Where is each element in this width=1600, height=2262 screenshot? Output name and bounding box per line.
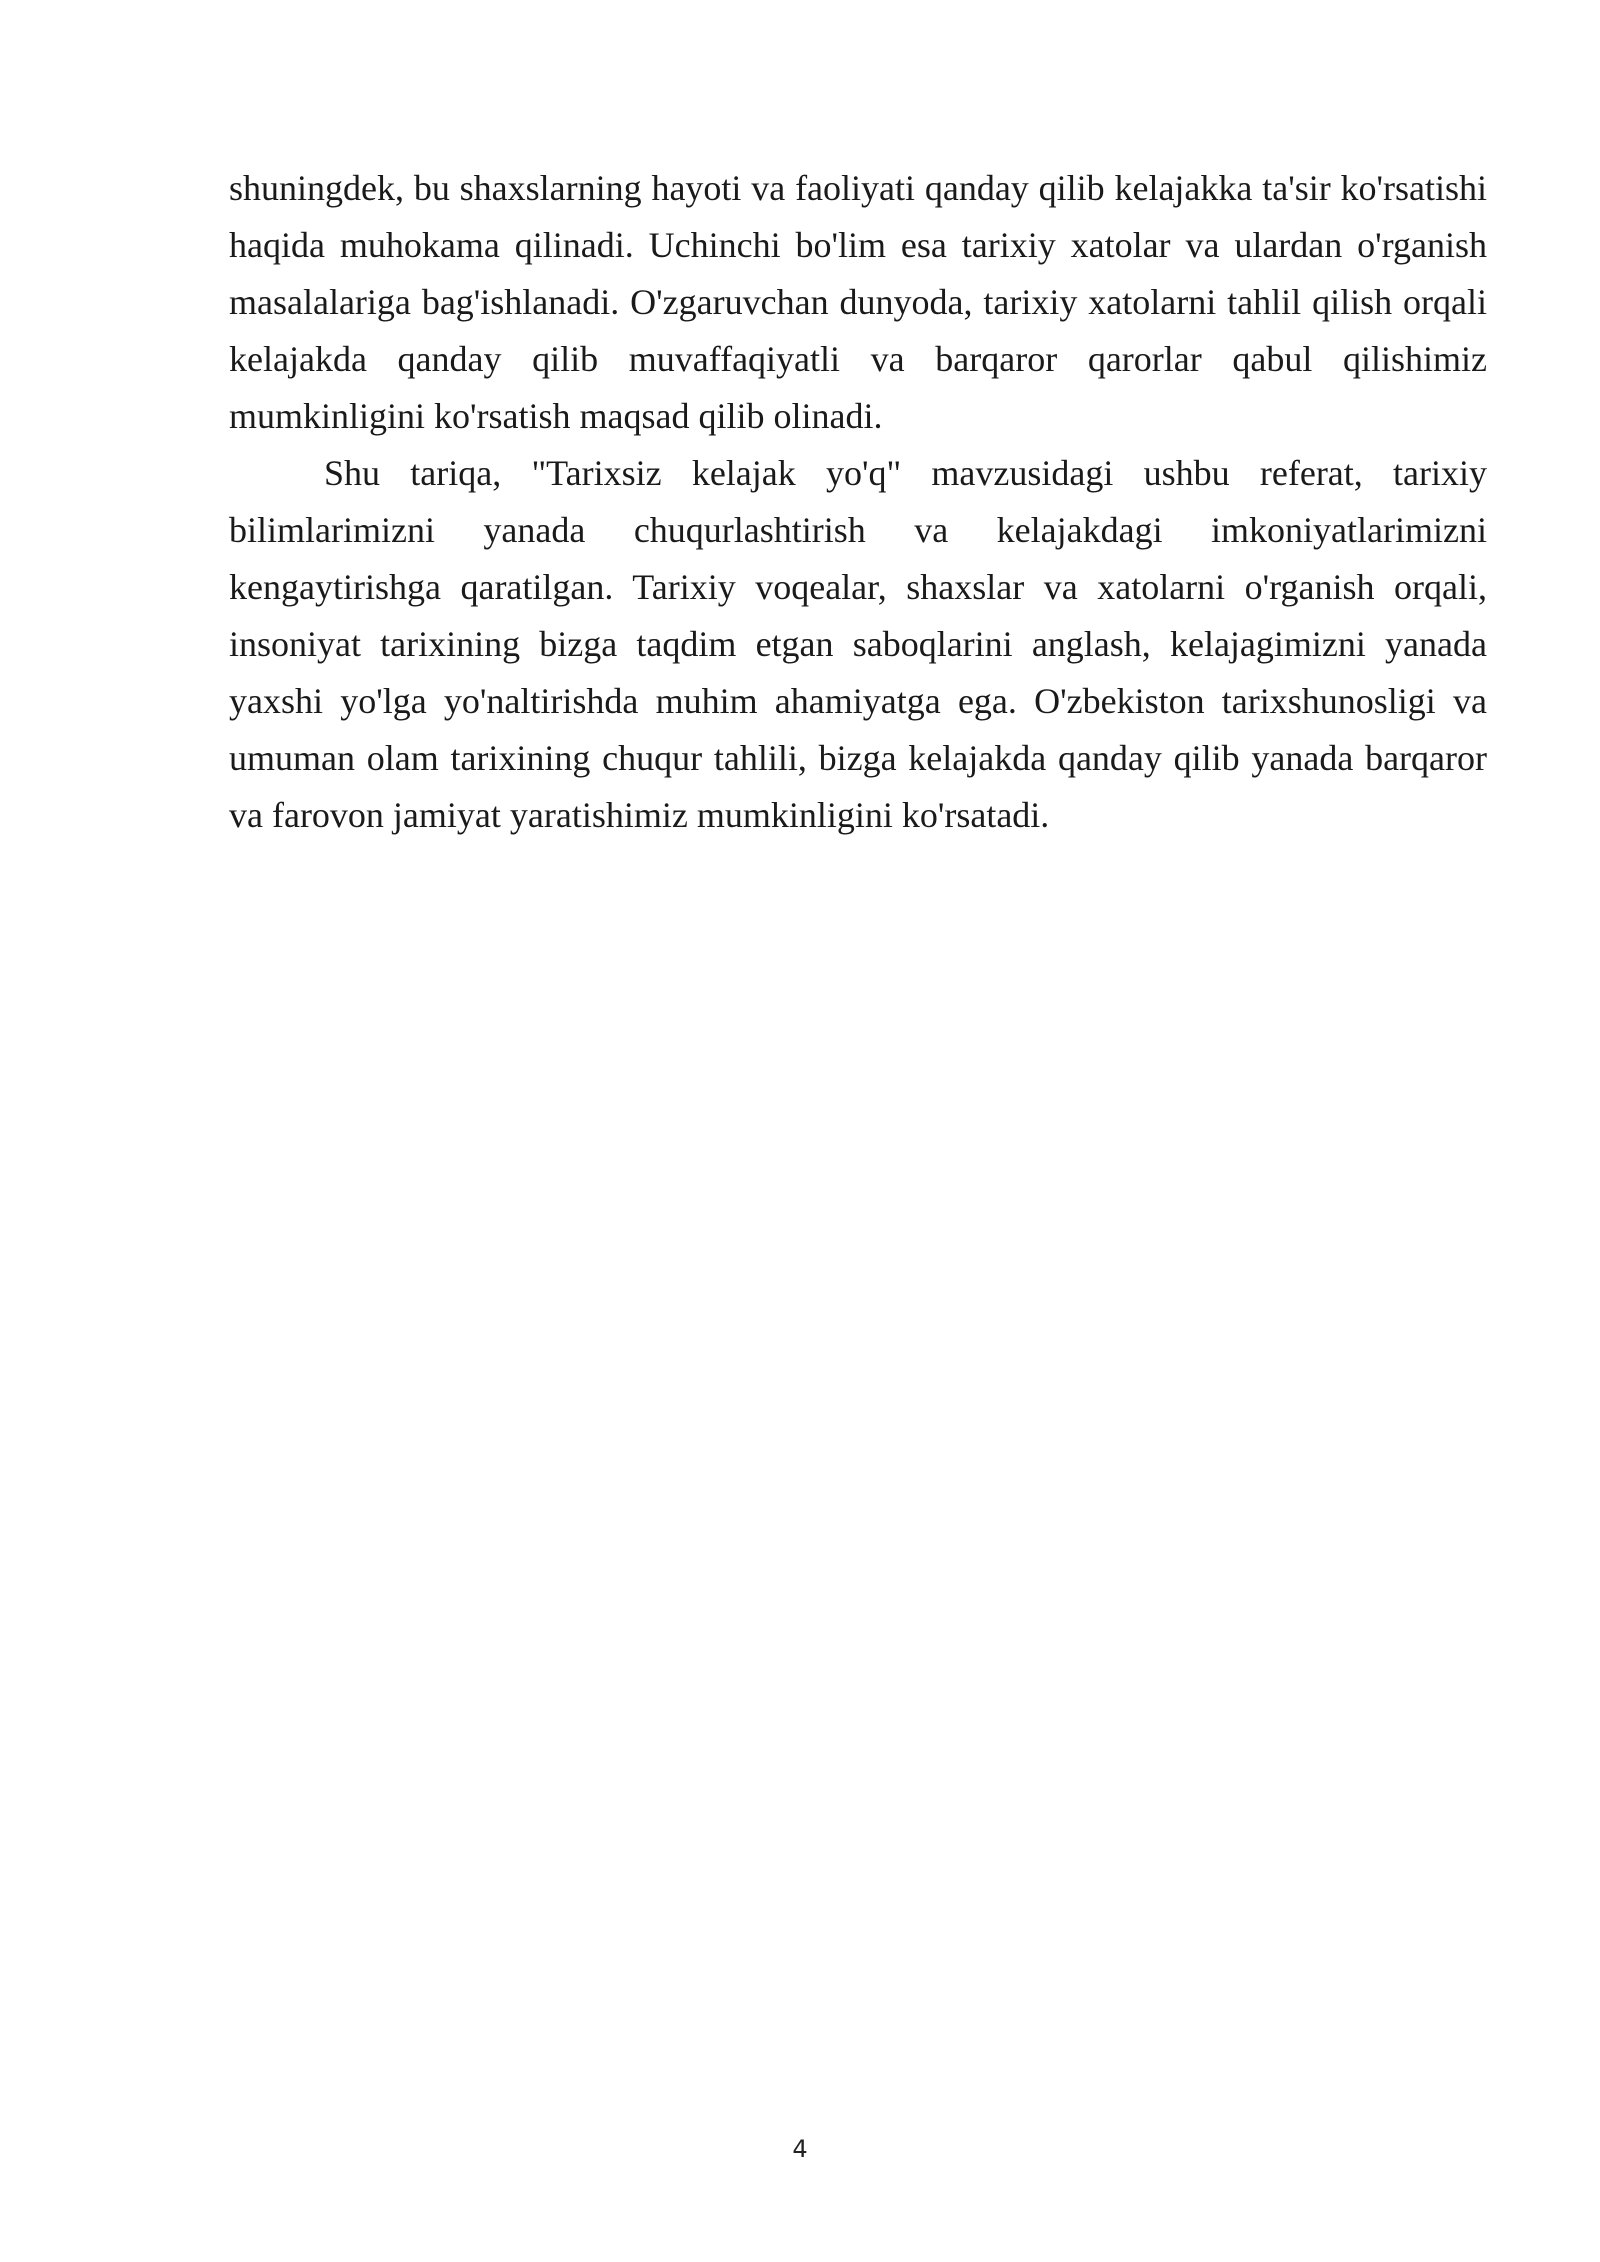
page-number: 4 — [792, 2135, 808, 2163]
paragraph-continuation: shuningdek, bu shaxslarning hayoti va faoliyati qanday qilib kelajakka ta'sir ko'rsatishi haqida muhokama qilinadi. Uchinchi bo'lim esa tarixiy xatolar va ulardan o'rganish masalalariga bag'ishlanadi. O'zgaruvchan dunyoda, tarixiy xatolarni tahlil qilish orqali kelajakda qanday qilib muvaffaqiyatli va barqaror qarorlar qabul qilishimiz mumkinligini ko'rsatish maqsad qilib olinadi. — [229, 168, 1487, 436]
paragraph-conclusion: Shu tariqa, "Tarixsiz kelajak yo'q" mavzusidagi ushbu referat, tarixiy bilimlarimizni yanada chuqurlashtirish va kelajakdagi imkoniyatlarimizni kengaytirishga qaratilgan. Tarixiy voqealar, shaxslar va xatolarni o'rganish orqali, insoniyat tarixining bizga taqdim etgan saboqlarini anglash, kelajagimizni yanada yaxshi yo'lga yo'naltirishda muhim ahamiyatga ega. O'zbekiston tarixshunosligi va umuman olam tarixining chuqur tahlili, bizga kelajakda qanday qilib yanada barqaror va farovon jamiyat yaratishimiz mumkinligini ko'rsatadi. — [229, 453, 1487, 835]
body-text — [229, 160, 1487, 844]
